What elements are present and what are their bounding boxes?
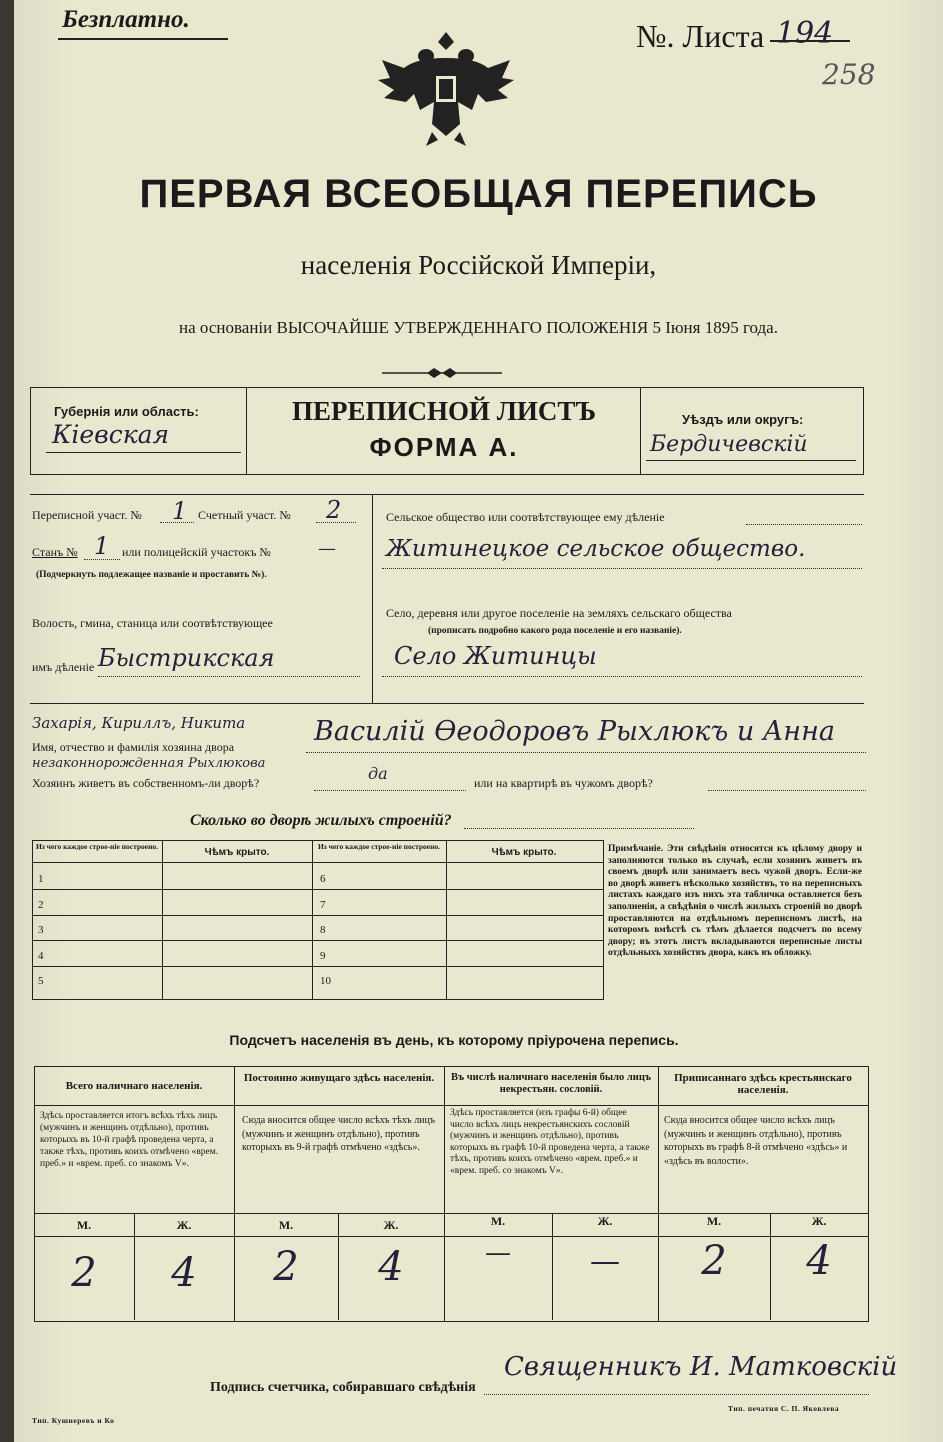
stan-label: Станъ № [32,545,78,559]
village-value: Село Житинцы [394,642,597,670]
population-male-value: 2 [71,1250,97,1296]
volost-value: Быстрикская [98,644,275,672]
col-material-header-right: Из чего каждое строе-ніе построено. [317,842,441,851]
imperial-eagle-icon [376,28,516,148]
building-row-label: 6 [320,873,326,885]
signature-label: Подпись счетчика, собиравшаго свѣдѣнія [210,1380,476,1395]
owner-above-note: Захарія, Кириллъ, Никита [32,714,246,732]
population-group-desc: Сюда вносится общее число всѣхъ лицъ (мужчинъ и женщинъ отдѣльно), противъ которыхъ въ графѣ 8-й отмѣчено «здѣсь» и «здѣсь въ волости». [664,1115,848,1167]
population-male-value: 2 [273,1244,299,1290]
count-district-value: 2 [326,496,342,524]
village-note: (прописать подробно какого рода поселеніе и его названіе). [428,626,682,636]
owner-name-value: Василій Өеодоровъ Рыхлюкъ и Анна [314,716,835,747]
population-group-header: Всего наличнаго населенія. [65,1080,203,1092]
form-subtitle: ФОРМА А. [369,432,519,462]
census-district-value: 1 [172,497,188,525]
buildings-question: Сколько во дворѣ жилыхъ строеній? [190,812,452,829]
sheet-number-value: 194 [776,16,834,51]
population-group-header: Приписаннаго здѣсь крестьянскаго населенія. [674,1072,852,1096]
female-label: Ж. [176,1218,192,1232]
police-value: — [318,538,336,559]
col-roof-header-left: Чѣмъ крыто. [204,847,270,858]
col-material-header-left: Из чего каждое строе-ніе построено. [35,842,159,851]
female-label: Ж. [383,1218,399,1232]
female-label: Ж. [597,1214,613,1228]
count-district-label: Счетный участ. № [198,508,291,522]
population-female-value: — [590,1244,620,1279]
population-male-value: 2 [701,1238,727,1284]
form-title: ПЕРЕПИСНОЙ ЛИСТЪ [291,396,597,426]
sheet-number-alt: 258 [822,58,876,91]
buildings-note: Примѣчаніе. Эти свѣдѣнія относятся къ цѣлому двору и заполняются только въ случаѣ, если хозяинъ живетъ въ своемъ дворѣ или занимаетъ весь чужой дворъ. Если-же во дворѣ живетъ нѣсколько хозяйствъ, то на переписныхъ листахъ каждаго изъ нихъ эта табличка оставляется безъ заполненія, а свѣдѣнія о числѣ жилыхъ строеній во дворѣ проставляются на отдѣльномъ переписномъ листѣ, на которомъ вмѣстѣ съ тѣмъ дѣлается подсчетъ по всему двору; въ этотъ листъ вкладываются переписные листы отдѣльныхъ хозяйствъ двора, какъ въ обложку. [608,844,862,959]
sheet-number-label: №. Листа [636,18,765,54]
population-male-value: — [485,1238,511,1268]
apartment-label: или на квартирѣ въ чужомъ дворѣ? [474,776,653,790]
male-label: М. [706,1214,722,1228]
population-title: Подсчетъ населенія въ день, къ которому пріурочена перепись. [229,1032,679,1048]
printer-mark-left: Тип. Кушнеревъ и Ко [32,1416,115,1425]
population-female-value: 4 [378,1244,404,1290]
own-yard-label: Хозяинъ живетъ въ собственномъ-ли дворѣ? [32,776,260,790]
population-group-desc: Сюда вносится общее число всѣхъ тѣхъ лицъ (мужчинъ и женщинъ отдѣльно), противъ которыхъ въ 9-й графѣ отмѣчено «здѣсь». [242,1115,436,1153]
population-group-header: Постоянно живущаго здѣсь населенія. [243,1072,435,1084]
owner-name-label: Имя, отчество и фамилія хозяина двора [32,740,235,754]
male-label: М. [76,1218,92,1232]
village-label: Село, деревня или другое поселеніе на земляхъ сельскаго общества [386,606,732,620]
male-label: М. [278,1218,294,1232]
society-label: Сельское общество или соотвѣтствующее ему дѣленіе [386,510,665,524]
sheet-number-underline [770,40,850,42]
owner-below-note: незаконнорожденная Рыхлюкова [32,756,266,771]
population-group-header: Въ числѣ наличнаго населенія было лицъ некрестьян. сословій. [450,1072,652,1095]
male-label: М. [490,1214,506,1228]
basis-text: на основаніи ВЫСОЧАЙШЕ УТВЕРЖДЕННАГО ПОЛОЖЕНІЯ 5 Іюня 1895 года. [179,318,778,337]
population-female-value: 4 [171,1250,197,1296]
building-row-label: 9 [320,950,326,962]
gubernia-value: Кіевская [52,420,170,449]
building-row-label: 7 [320,899,326,911]
census-district-label: Переписной участ. № [32,508,142,522]
building-row-label: 2 [38,899,44,911]
free-label: Безплатно. [62,6,190,33]
gubernia-label: Губернія или область: [54,404,199,419]
society-value: Житинецкое сельское общество. [386,536,806,562]
volost-label: Волость, гмина, станица или соотвѣтствующее [32,616,273,630]
printer-mark-right: Тип. печатня С. П. Яковлева [728,1404,840,1413]
page-title: ПЕРВАЯ ВСЕОБЩАЯ ПЕРЕПИСЬ [139,172,818,216]
building-row-label: 5 [38,975,44,987]
building-row-label: 1 [38,873,44,885]
building-row-label: 4 [38,950,44,962]
female-label: Ж. [811,1214,827,1228]
buildings-table [32,840,604,1000]
underline-note: (Подчеркнуть подлежащее названіе и проставить №). [36,570,267,580]
page-subtitle: населенія Россійской Имперіи, [300,250,657,280]
stan-value: 1 [94,532,110,560]
uezd-value: Бердичевскій [650,432,808,457]
signature-value: Священникъ И. Матковскій [504,1352,898,1382]
census-form-page [14,0,943,1442]
free-underline [58,38,228,40]
building-row-label: 10 [320,975,331,987]
col-roof-header-right: Чѣмъ крыто. [491,847,557,858]
ornament-divider-icon [382,366,502,380]
population-group-desc: Здѣсь проставляется (изъ графы 6-й) общее число всѣхъ лицъ некрестьянскихъ сословій (мужчинъ и женщинъ отдѣльно), противъ которыхъ въ графѣ 10-й проведена черта, а также тѣхъ, противъ коихъ отмѣчено «врем. преб.» и «врем. преб. со знакомъ V». [450,1108,650,1176]
volost-label-2: имъ дѣленіе [32,660,95,674]
building-row-label: 8 [320,924,326,936]
police-label: или полицейскій участокъ № [122,545,271,559]
uezd-label: Уѣздъ или округъ: [682,412,804,427]
population-female-value: 4 [806,1238,832,1284]
own-yard-value: да [368,764,388,783]
population-group-desc: Здѣсь проставляется итогъ всѣхъ тѣхъ лицъ (мужчинъ и женщинъ отдѣльно), противъ которыхъ въ 10-й графѣ проведена черта, а также тѣхъ, противъ коихъ отмѣчено «врем. преб.» и «врем. преб. со знакомъ V». [40,1111,219,1169]
building-row-label: 3 [38,924,44,936]
